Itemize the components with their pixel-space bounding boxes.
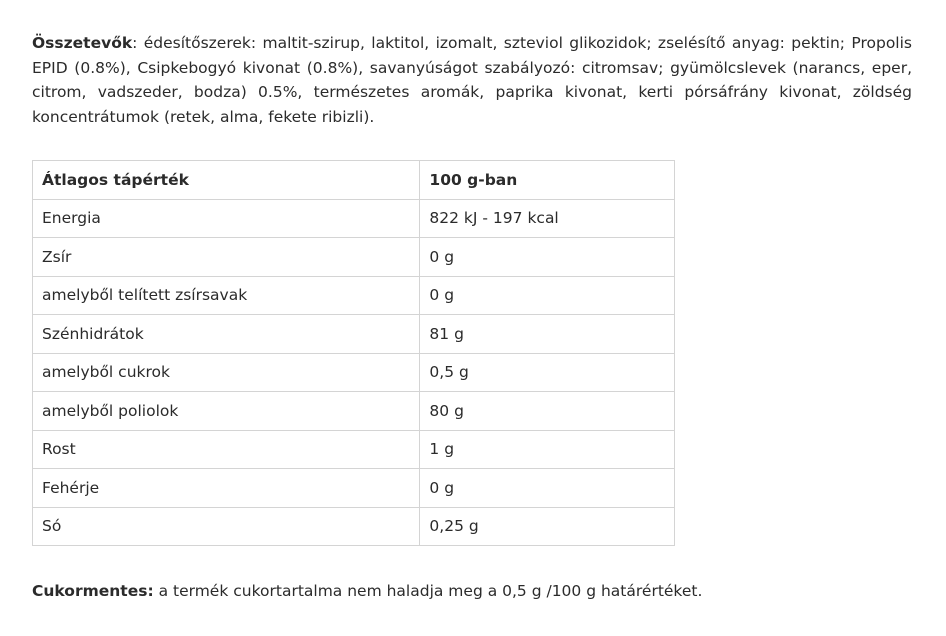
table-row <box>33 199 675 238</box>
table-row <box>33 353 675 392</box>
note-label: Cukormentes: <box>32 582 154 600</box>
header-per-100g: 100 g-ban <box>420 161 675 200</box>
nutrient-value: 81 g <box>420 315 675 354</box>
ingredients-paragraph <box>32 31 912 129</box>
table-header-row <box>33 161 675 200</box>
nutrient-value: 0 g <box>420 276 675 315</box>
table-row <box>33 238 675 277</box>
sugar-free-note <box>32 579 702 603</box>
nutrient-name: amelyből cukrok <box>33 353 420 392</box>
nutrient-value: 0 g <box>420 238 675 277</box>
nutrient-name: Szénhidrátok <box>33 315 420 354</box>
nutrient-value: 0 g <box>420 469 675 508</box>
nutrient-value: 80 g <box>420 392 675 431</box>
ingredients-label: Összetevők <box>32 34 133 52</box>
nutrient-name: Só <box>33 507 420 546</box>
nutrient-name: Energia <box>33 199 420 238</box>
header-nutrient: Átlagos tápérték <box>33 161 420 200</box>
nutrient-name: Zsír <box>33 238 420 277</box>
nutrient-value: 822 kJ - 197 kcal <box>420 199 675 238</box>
table-row <box>33 430 675 469</box>
nutrient-value: 1 g <box>420 430 675 469</box>
table-row <box>33 276 675 315</box>
nutrient-name: Rost <box>33 430 420 469</box>
table-row <box>33 315 675 354</box>
nutrient-value: 0,5 g <box>420 353 675 392</box>
note-text: a termék cukortartalma nem haladja meg a 0,5 g /100 g határértéket. <box>153 582 703 600</box>
nutrient-name: Fehérje <box>33 469 420 508</box>
nutrient-name: amelyből poliolok <box>33 392 420 431</box>
nutrient-name: amelyből telített zsírsavak <box>33 276 420 315</box>
nutrition-table <box>32 160 675 546</box>
table-row <box>33 392 675 431</box>
ingredients-text: : édesítőszerek: maltit-szirup, laktitol, izomalt, szteviol glikozidok; zselésítő anyag: pektin; Propolis EPID (0.8%), Csipkebogyó kivonat (0.8%), savanyúságot szabályozó: citromsav; gyümölcslevek (narancs, eper, citrom, vadszeder, bodza) 0.5%, természetes aromák, paprika kivonat, kerti pórsáfrány kivonat, zöldség koncentrátumok (retek, alma, fekete ribizli). <box>32 34 912 126</box>
table-row <box>33 507 675 546</box>
table-row <box>33 469 675 508</box>
nutrient-value: 0,25 g <box>420 507 675 546</box>
